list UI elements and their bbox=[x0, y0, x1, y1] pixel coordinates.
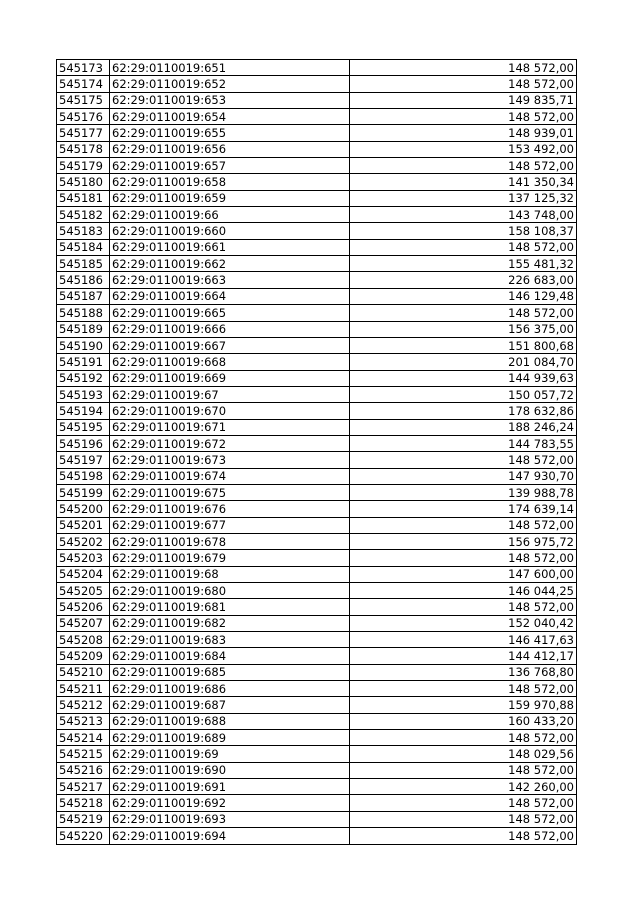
cadastral-value-cell: 152 040,42 bbox=[350, 615, 577, 631]
cadastral-value-cell: 148 572,00 bbox=[350, 109, 577, 125]
cadastral-value-cell: 174 639,14 bbox=[350, 501, 577, 517]
cadastral-number-cell: 62:29:0110019:658 bbox=[110, 174, 350, 190]
cadastral-number-cell: 62:29:0110019:687 bbox=[110, 697, 350, 713]
table-row bbox=[57, 435, 577, 451]
row-number-cell: 545193 bbox=[57, 386, 110, 402]
cadastral-value-cell: 148 572,00 bbox=[350, 239, 577, 255]
table-row bbox=[57, 681, 577, 697]
table-row bbox=[57, 599, 577, 615]
cadastral-number-cell: 62:29:0110019:689 bbox=[110, 730, 350, 746]
row-number-cell: 545191 bbox=[57, 354, 110, 370]
table-row bbox=[57, 207, 577, 223]
table-row bbox=[57, 141, 577, 157]
cadastral-number-cell: 62:29:0110019:68 bbox=[110, 566, 350, 582]
table-row bbox=[57, 517, 577, 533]
table-row bbox=[57, 158, 577, 174]
cadastral-value-cell: 226 683,00 bbox=[350, 272, 577, 288]
cadastral-number-cell: 62:29:0110019:690 bbox=[110, 762, 350, 778]
cadastral-number-cell: 62:29:0110019:66 bbox=[110, 207, 350, 223]
cadastral-number-cell: 62:29:0110019:655 bbox=[110, 125, 350, 141]
cadastral-number-cell: 62:29:0110019:660 bbox=[110, 223, 350, 239]
table-row bbox=[57, 746, 577, 762]
row-number-cell: 545210 bbox=[57, 664, 110, 680]
cadastral-number-cell: 62:29:0110019:651 bbox=[110, 60, 350, 76]
table-row bbox=[57, 305, 577, 321]
cadastral-value-cell: 146 129,48 bbox=[350, 288, 577, 304]
cadastral-value-cell: 143 748,00 bbox=[350, 207, 577, 223]
table-row bbox=[57, 632, 577, 648]
cadastral-value-cell: 144 412,17 bbox=[350, 648, 577, 664]
table-row bbox=[57, 239, 577, 255]
cadastral-value-cell: 146 417,63 bbox=[350, 632, 577, 648]
cadastral-value-cell: 156 375,00 bbox=[350, 321, 577, 337]
cadastral-number-cell: 62:29:0110019:659 bbox=[110, 190, 350, 206]
row-number-cell: 545175 bbox=[57, 92, 110, 108]
cadastral-number-cell: 62:29:0110019:688 bbox=[110, 713, 350, 729]
row-number-cell: 545188 bbox=[57, 305, 110, 321]
cadastral-value-cell: 148 572,00 bbox=[350, 158, 577, 174]
table-row bbox=[57, 337, 577, 353]
table-row bbox=[57, 550, 577, 566]
row-number-cell: 545196 bbox=[57, 435, 110, 451]
table-row bbox=[57, 354, 577, 370]
cadastral-value-cell: 178 632,86 bbox=[350, 403, 577, 419]
table-row bbox=[57, 125, 577, 141]
row-number-cell: 545182 bbox=[57, 207, 110, 223]
cadastral-value-cell: 148 572,00 bbox=[350, 681, 577, 697]
table-row bbox=[57, 256, 577, 272]
cadastral-number-cell: 62:29:0110019:67 bbox=[110, 386, 350, 402]
cadastral-value-cell: 148 572,00 bbox=[350, 762, 577, 778]
row-number-cell: 545213 bbox=[57, 713, 110, 729]
cadastral-value-cell: 149 835,71 bbox=[350, 92, 577, 108]
table-row bbox=[57, 109, 577, 125]
row-number-cell: 545207 bbox=[57, 615, 110, 631]
row-number-cell: 545211 bbox=[57, 681, 110, 697]
row-number-cell: 545197 bbox=[57, 452, 110, 468]
cadastral-number-cell: 62:29:0110019:657 bbox=[110, 158, 350, 174]
cadastral-value-cell: 137 125,32 bbox=[350, 190, 577, 206]
row-number-cell: 545183 bbox=[57, 223, 110, 239]
row-number-cell: 545203 bbox=[57, 550, 110, 566]
cadastral-number-cell: 62:29:0110019:685 bbox=[110, 664, 350, 680]
table-row bbox=[57, 468, 577, 484]
table-row bbox=[57, 583, 577, 599]
cadastral-value-cell: 201 084,70 bbox=[350, 354, 577, 370]
cadastral-number-cell: 62:29:0110019:652 bbox=[110, 76, 350, 92]
cadastral-number-cell: 62:29:0110019:683 bbox=[110, 632, 350, 648]
table-row bbox=[57, 697, 577, 713]
row-number-cell: 545204 bbox=[57, 566, 110, 582]
row-number-cell: 545201 bbox=[57, 517, 110, 533]
cadastral-number-cell: 62:29:0110019:661 bbox=[110, 239, 350, 255]
cadastral-value-cell: 144 939,63 bbox=[350, 370, 577, 386]
row-number-cell: 545180 bbox=[57, 174, 110, 190]
table-row bbox=[57, 370, 577, 386]
cadastral-value-cell: 147 600,00 bbox=[350, 566, 577, 582]
table-row bbox=[57, 403, 577, 419]
cadastral-value-cell: 148 572,00 bbox=[350, 811, 577, 827]
row-number-cell: 545177 bbox=[57, 125, 110, 141]
row-number-cell: 545217 bbox=[57, 779, 110, 795]
table-row bbox=[57, 730, 577, 746]
cadastral-value-cell: 148 572,00 bbox=[350, 76, 577, 92]
cadastral-number-cell: 62:29:0110019:667 bbox=[110, 337, 350, 353]
table-row bbox=[57, 484, 577, 500]
cadastral-value-cell: 153 492,00 bbox=[350, 141, 577, 157]
row-number-cell: 545181 bbox=[57, 190, 110, 206]
cadastral-value-cell: 159 970,88 bbox=[350, 697, 577, 713]
row-number-cell: 545195 bbox=[57, 419, 110, 435]
row-number-cell: 545199 bbox=[57, 484, 110, 500]
cadastral-value-cell: 139 988,78 bbox=[350, 484, 577, 500]
row-number-cell: 545219 bbox=[57, 811, 110, 827]
cadastral-value-cell: 148 572,00 bbox=[350, 517, 577, 533]
cadastral-value-cell: 144 783,55 bbox=[350, 435, 577, 451]
row-number-cell: 545176 bbox=[57, 109, 110, 125]
cadastral-value-cell: 158 108,37 bbox=[350, 223, 577, 239]
row-number-cell: 545179 bbox=[57, 158, 110, 174]
table-row bbox=[57, 419, 577, 435]
table-row bbox=[57, 60, 577, 76]
row-number-cell: 545185 bbox=[57, 256, 110, 272]
table-row bbox=[57, 386, 577, 402]
row-number-cell: 545186 bbox=[57, 272, 110, 288]
table-row bbox=[57, 566, 577, 582]
cadastral-value-cell: 148 572,00 bbox=[350, 828, 577, 844]
row-number-cell: 545205 bbox=[57, 583, 110, 599]
cadastral-value-cell: 151 800,68 bbox=[350, 337, 577, 353]
cadastral-number-cell: 62:29:0110019:679 bbox=[110, 550, 350, 566]
row-number-cell: 545184 bbox=[57, 239, 110, 255]
row-number-cell: 545212 bbox=[57, 697, 110, 713]
cadastral-number-cell: 62:29:0110019:686 bbox=[110, 681, 350, 697]
row-number-cell: 545218 bbox=[57, 795, 110, 811]
cadastral-value-cell: 148 572,00 bbox=[350, 730, 577, 746]
cadastral-value-cell: 148 029,56 bbox=[350, 746, 577, 762]
cadastral-value-cell: 148 572,00 bbox=[350, 795, 577, 811]
cadastral-number-cell: 62:29:0110019:656 bbox=[110, 141, 350, 157]
row-number-cell: 545208 bbox=[57, 632, 110, 648]
cadastral-number-cell: 62:29:0110019:677 bbox=[110, 517, 350, 533]
table-row bbox=[57, 664, 577, 680]
cadastral-value-cell: 142 260,00 bbox=[350, 779, 577, 795]
cadastral-number-cell: 62:29:0110019:675 bbox=[110, 484, 350, 500]
table-row bbox=[57, 501, 577, 517]
cadastral-number-cell: 62:29:0110019:692 bbox=[110, 795, 350, 811]
table-row bbox=[57, 828, 577, 844]
cadastral-number-cell: 62:29:0110019:684 bbox=[110, 648, 350, 664]
table-row bbox=[57, 288, 577, 304]
cadastral-number-cell: 62:29:0110019:666 bbox=[110, 321, 350, 337]
cadastral-value-cell: 188 246,24 bbox=[350, 419, 577, 435]
cadastral-number-cell: 62:29:0110019:674 bbox=[110, 468, 350, 484]
cadastral-number-cell: 62:29:0110019:681 bbox=[110, 599, 350, 615]
row-number-cell: 545216 bbox=[57, 762, 110, 778]
cadastral-number-cell: 62:29:0110019:668 bbox=[110, 354, 350, 370]
row-number-cell: 545214 bbox=[57, 730, 110, 746]
cadastral-value-cell: 141 350,34 bbox=[350, 174, 577, 190]
row-number-cell: 545178 bbox=[57, 141, 110, 157]
cadastral-number-cell: 62:29:0110019:69 bbox=[110, 746, 350, 762]
row-number-cell: 545209 bbox=[57, 648, 110, 664]
table-row bbox=[57, 615, 577, 631]
table-row bbox=[57, 648, 577, 664]
table-row bbox=[57, 321, 577, 337]
cadastral-value-cell: 148 572,00 bbox=[350, 599, 577, 615]
cadastral-number-cell: 62:29:0110019:665 bbox=[110, 305, 350, 321]
table-row bbox=[57, 272, 577, 288]
table-row bbox=[57, 92, 577, 108]
table-row bbox=[57, 811, 577, 827]
cadastral-value-cell: 148 572,00 bbox=[350, 550, 577, 566]
cadastral-value-cell: 148 572,00 bbox=[350, 452, 577, 468]
table-row bbox=[57, 713, 577, 729]
cadastral-number-cell: 62:29:0110019:691 bbox=[110, 779, 350, 795]
row-number-cell: 545174 bbox=[57, 76, 110, 92]
row-number-cell: 545187 bbox=[57, 288, 110, 304]
cadastral-number-cell: 62:29:0110019:682 bbox=[110, 615, 350, 631]
table-row bbox=[57, 76, 577, 92]
row-number-cell: 545215 bbox=[57, 746, 110, 762]
cadastral-value-cell: 148 939,01 bbox=[350, 125, 577, 141]
row-number-cell: 545198 bbox=[57, 468, 110, 484]
table-row bbox=[57, 223, 577, 239]
table-row bbox=[57, 533, 577, 549]
table-row bbox=[57, 190, 577, 206]
cadastral-value-cell: 150 057,72 bbox=[350, 386, 577, 402]
cadastral-number-cell: 62:29:0110019:680 bbox=[110, 583, 350, 599]
cadastral-value-cell: 136 768,80 bbox=[350, 664, 577, 680]
cadastral-number-cell: 62:29:0110019:662 bbox=[110, 256, 350, 272]
table-body bbox=[57, 60, 577, 845]
row-number-cell: 545189 bbox=[57, 321, 110, 337]
cadastral-value-cell: 146 044,25 bbox=[350, 583, 577, 599]
table-row bbox=[57, 779, 577, 795]
cadastral-number-cell: 62:29:0110019:669 bbox=[110, 370, 350, 386]
row-number-cell: 545192 bbox=[57, 370, 110, 386]
cadastral-number-cell: 62:29:0110019:673 bbox=[110, 452, 350, 468]
cadastral-value-cell: 147 930,70 bbox=[350, 468, 577, 484]
cadastral-number-cell: 62:29:0110019:678 bbox=[110, 533, 350, 549]
cadastral-number-cell: 62:29:0110019:663 bbox=[110, 272, 350, 288]
table-row bbox=[57, 452, 577, 468]
cadastral-number-cell: 62:29:0110019:672 bbox=[110, 435, 350, 451]
cadastral-value-cell: 155 481,32 bbox=[350, 256, 577, 272]
cadastral-number-cell: 62:29:0110019:653 bbox=[110, 92, 350, 108]
cadastral-value-cell: 148 572,00 bbox=[350, 305, 577, 321]
cadastral-number-cell: 62:29:0110019:676 bbox=[110, 501, 350, 517]
cadastral-number-cell: 62:29:0110019:654 bbox=[110, 109, 350, 125]
cadastral-number-cell: 62:29:0110019:693 bbox=[110, 811, 350, 827]
cadastral-value-table bbox=[56, 59, 577, 845]
table-row bbox=[57, 762, 577, 778]
cadastral-value-cell: 156 975,72 bbox=[350, 533, 577, 549]
row-number-cell: 545206 bbox=[57, 599, 110, 615]
row-number-cell: 545194 bbox=[57, 403, 110, 419]
cadastral-number-cell: 62:29:0110019:670 bbox=[110, 403, 350, 419]
cadastral-value-cell: 148 572,00 bbox=[350, 60, 577, 76]
cadastral-value-cell: 160 433,20 bbox=[350, 713, 577, 729]
row-number-cell: 545173 bbox=[57, 60, 110, 76]
row-number-cell: 545200 bbox=[57, 501, 110, 517]
cadastral-number-cell: 62:29:0110019:694 bbox=[110, 828, 350, 844]
row-number-cell: 545202 bbox=[57, 533, 110, 549]
cadastral-number-cell: 62:29:0110019:664 bbox=[110, 288, 350, 304]
row-number-cell: 545220 bbox=[57, 828, 110, 844]
cadastral-number-cell: 62:29:0110019:671 bbox=[110, 419, 350, 435]
table-row bbox=[57, 174, 577, 190]
row-number-cell: 545190 bbox=[57, 337, 110, 353]
table-row bbox=[57, 795, 577, 811]
